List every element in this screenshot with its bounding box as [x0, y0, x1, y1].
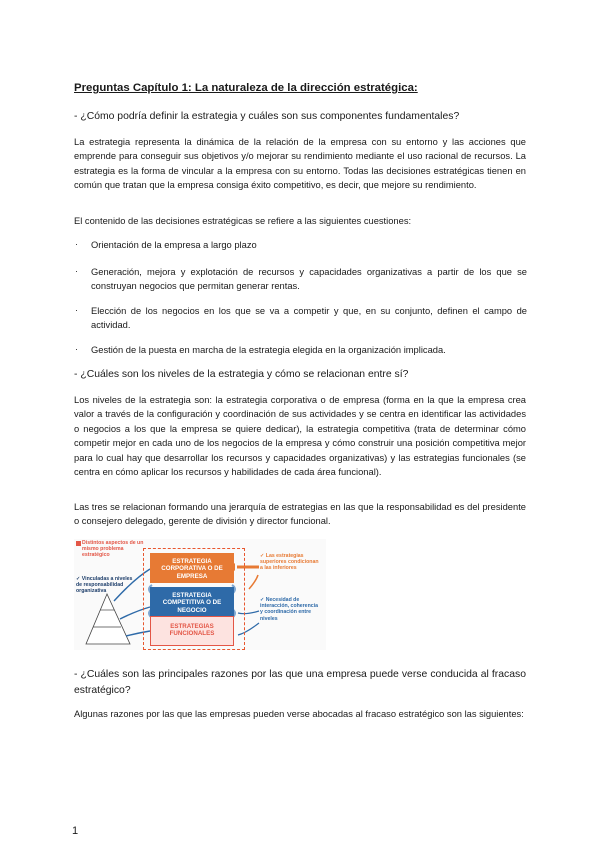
diagram-label-left: ✓ Vinculadas a niveles de responsabilidad organizativa	[76, 576, 133, 595]
diagram-label-right-top: ✓ Las estrategias superiores condicionan a las inferiores	[260, 553, 319, 572]
list-item-text: Orientación de la empresa a largo plazo	[91, 240, 257, 250]
strategy-levels-diagram	[74, 539, 326, 650]
box-corporate-strategy: ESTRATEGIA CORPORATIVA O DE EMPRESA	[150, 553, 234, 583]
arrow-connector-icon	[249, 575, 258, 589]
box-competitive-strategy: ESTRATEGIA COMPETITIVA O DE NEGOCIO	[150, 587, 234, 617]
question-1: - ¿Cómo podría definir la estrategia y cuáles son sus componentes fundamentales?	[74, 111, 460, 122]
question-3: - ¿Cuáles son las principales razones por las que una empresa puede verse conducida al fracaso estratégico?	[74, 669, 526, 696]
bullet-marker: ·	[75, 266, 78, 276]
list-item-text: Gestión de la puesta en marcha de la estrategia elegida en la organización implicada.	[91, 345, 446, 355]
list-item-text: Generación, mejora y explotación de recursos y capacidades organizativas a partir de los que se construyan negocios que permitan generar rentas.	[91, 267, 527, 292]
paragraph-decision-content: El contenido de las decisiones estratégicas se refiere a las siguientes cuestiones:	[74, 216, 412, 226]
diagram-label-right-bottom: ✓ Necesidad de interacción, coherencia y coordinación entre niveles	[260, 597, 318, 622]
question-2: - ¿Cuáles son los niveles de la estrategia y cómo se relacionan entre sí?	[74, 369, 409, 380]
paragraph-strategy-definition: La estrategia representa la dinámica de la relación de la empresa con su entorno y las acciones que emprende para conseguir sus objetivos y/o mejorar su rendimiento mediante el uso racional de recursos. La estrategia es la forma de vincular a la empresa con su entorno. Todas las decisiones estratégicas tienen en común que tratan que la empresa consiga éxito competitivo, es decir, que mejore su rendimiento.	[74, 137, 526, 191]
page-title: Preguntas Capítulo 1: La naturaleza de la dirección estratégica:	[74, 82, 418, 94]
paragraph-failure-reasons: Algunas razones por las que las empresas pueden verse abocadas al fracaso estratégico son las siguientes:	[74, 709, 524, 719]
list-item-text: Elección de los negocios en los que se va a competir y que, en su conjunto, definen el campo de actividad.	[91, 306, 527, 331]
page-number: 1	[72, 825, 79, 837]
diagram-label-top-left: Distintos aspectos de un mismo problema estratégico	[82, 540, 144, 559]
diagram-marker-icon	[76, 541, 81, 546]
box-functional-strategies: ESTRATEGIAS FUNCIONALES	[150, 616, 234, 646]
bullet-marker: ·	[75, 305, 78, 315]
bullet-marker: ·	[75, 239, 78, 249]
pyramid-shape	[86, 594, 130, 644]
bullet-marker: ·	[75, 344, 78, 354]
paragraph-strategy-levels: Los niveles de la estrategia son: la estrategia corporativa o de empresa (forma en la que la empresa crea valor a través de la configuración y coordinación de sus actividades y se centra en identificar las actividades o negocios a los que la empresa se quiere dedicar), la estrategia competitiva (trata de determinar cómo competir mejor en cada uno de los negocios de la empresa y cómo construir una posición competitiva mejor para lo cual hay que desarrollar los recursos y capacidades organizativas) y las estrategias funcionales (se centra en cómo aplicar los recursos y habilidades de cada área funcional).	[74, 395, 526, 478]
paragraph-strategy-hierarchy: Las tres se relacionan formando una jerarquía de estrategias en las que la responsabilidad es del presidente o consejero delegado, gerente de división y director funcional.	[74, 502, 526, 527]
